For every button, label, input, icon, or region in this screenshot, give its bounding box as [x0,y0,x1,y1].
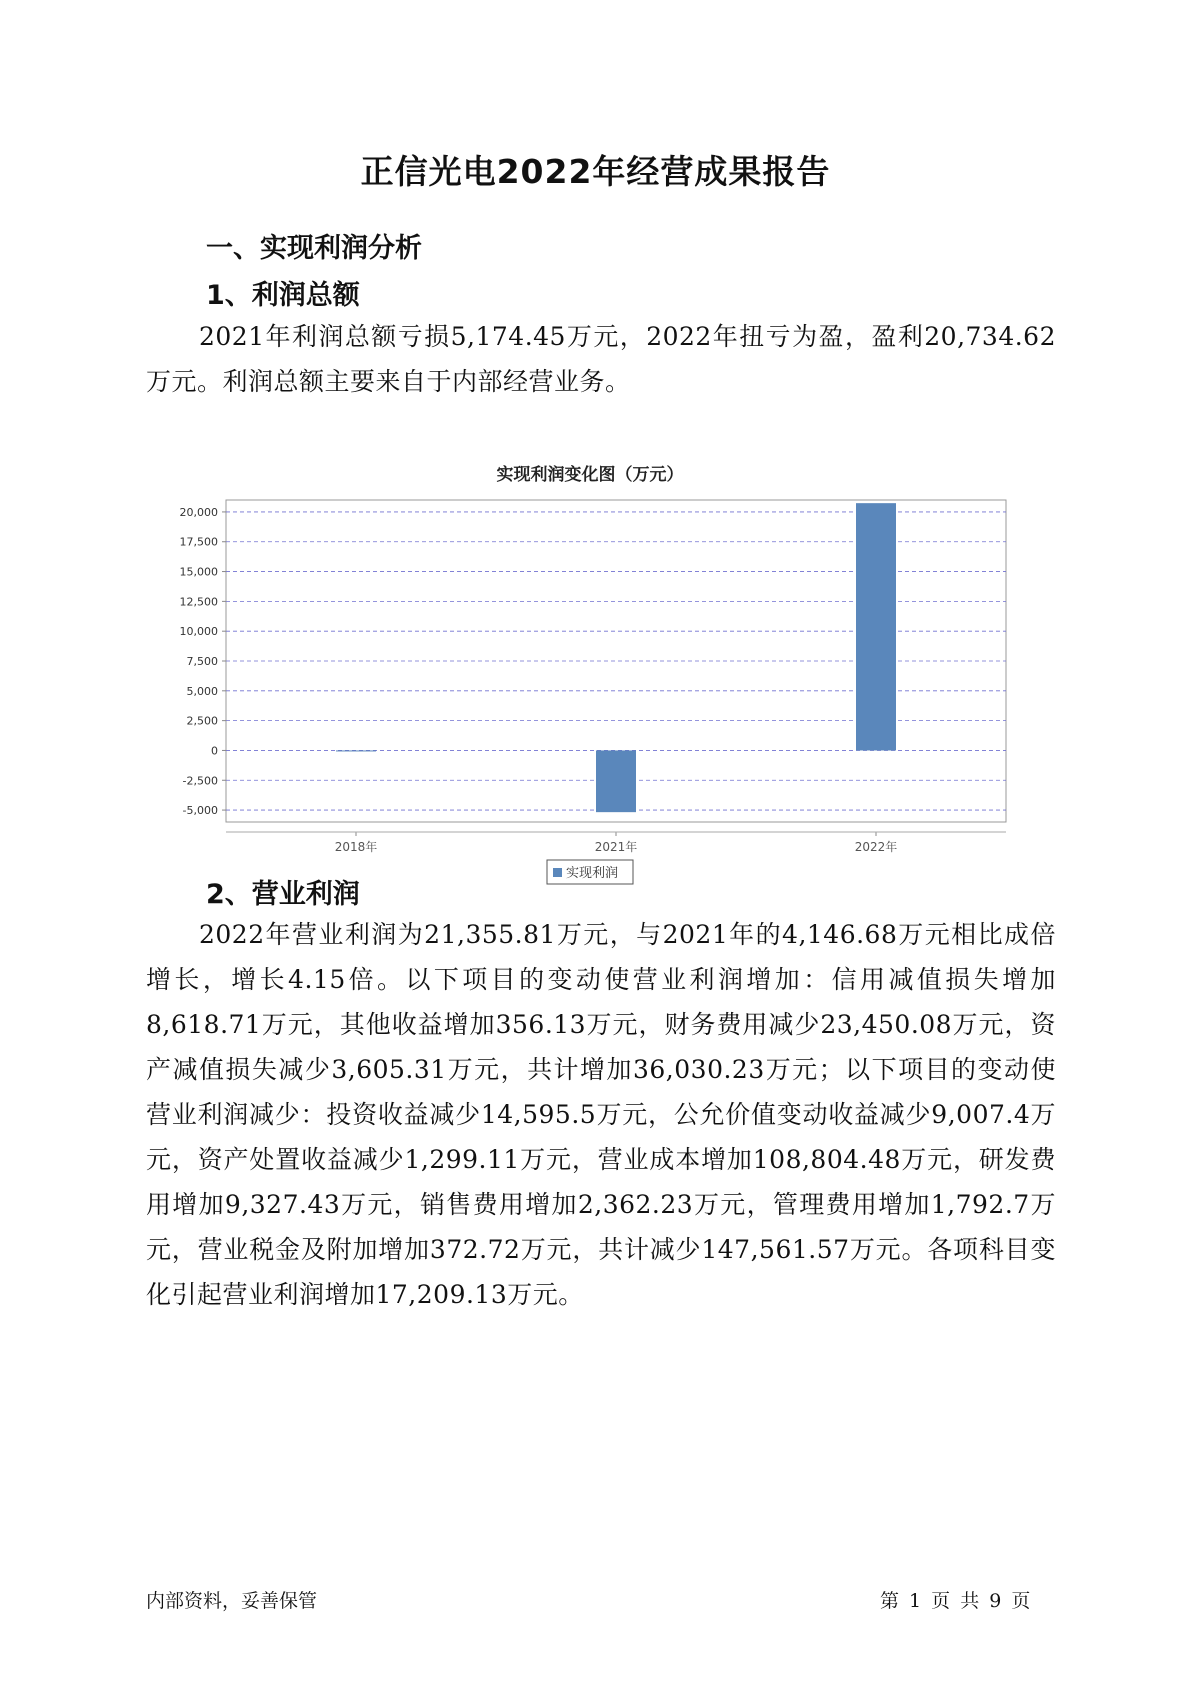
bar-2021年 [596,750,636,812]
y-tick-label: -5,000 [182,804,218,818]
chart-title: 实现利润变化图（万元） [496,465,684,485]
y-tick-label: 15,000 [179,565,218,579]
total-profit-paragraph: 2021年利润总额亏损5,174.45万元，2022年扭亏为盈，盈利20,734.62万元。利润总额主要来自于内部经营业务。 [146,322,1056,396]
y-tick-label: 0 [211,744,218,758]
x-tick-label: 2021年 [594,840,638,854]
x-tick-label: 2022年 [854,840,898,854]
footer-page-number: 第 1 页 共 9 页 [880,1590,1031,1612]
profit-bar-chart-svg [150,452,1030,912]
y-tick-label: 12,500 [179,595,218,609]
y-tick-label: 20,000 [179,505,218,519]
bar-2018年 [336,750,376,751]
section-heading-profit-analysis: 一、实现利润分析 [206,233,422,264]
y-tick-label: 17,500 [179,535,218,549]
legend-label: 实现利润 [566,866,619,881]
bar-2022年 [856,503,896,750]
y-tick-label: 2,500 [186,714,218,728]
document-title: 正信光电2022年经营成果报告 [360,152,831,191]
y-tick-label: 7,500 [186,655,218,668]
profit-chart [150,452,1030,912]
y-tick-label: -2,500 [182,774,218,788]
footer-confidential-note: 内部资料，妥善保管 [146,1590,318,1612]
legend-swatch [553,868,562,877]
y-tick-label: 5,000 [186,684,218,698]
subsection-heading-operating-profit: 2、营业利润 [206,879,360,910]
y-tick-label: 10,000 [179,625,218,639]
x-tick-label: 2018年 [334,840,378,854]
operating-profit-paragraph: 2022年营业利润为21,355.81万元，与2021年的4,146.68万元相比成倍增长，增长4.15倍。以下项目的变动使营业利润增加：信用减值损失增加8,618.71万元，其他收益增加356.13万元，财务费用减少23,450.08万元，资产减值损失减少3,605.31万元，共计增加36,030.23万元；以下项目的变动使营业利润减少：投资收益减少14,595.5万元，公允价值变动收益减少9,007.4万元，资产处置收益减少1,299.11万元，营业成本增加108,804.48万元，研发费用增加9,327.43万元，销售费用增加2,362.23万元，管理费用增加1,792.7万元，营业税金及附加增加372.72万元，共计减少147,561.57万元。各项科目变化引起营业利润增加17,209.13万元。 [146,920,1056,1309]
subsection-heading-total-profit: 1、利润总额 [206,280,360,311]
